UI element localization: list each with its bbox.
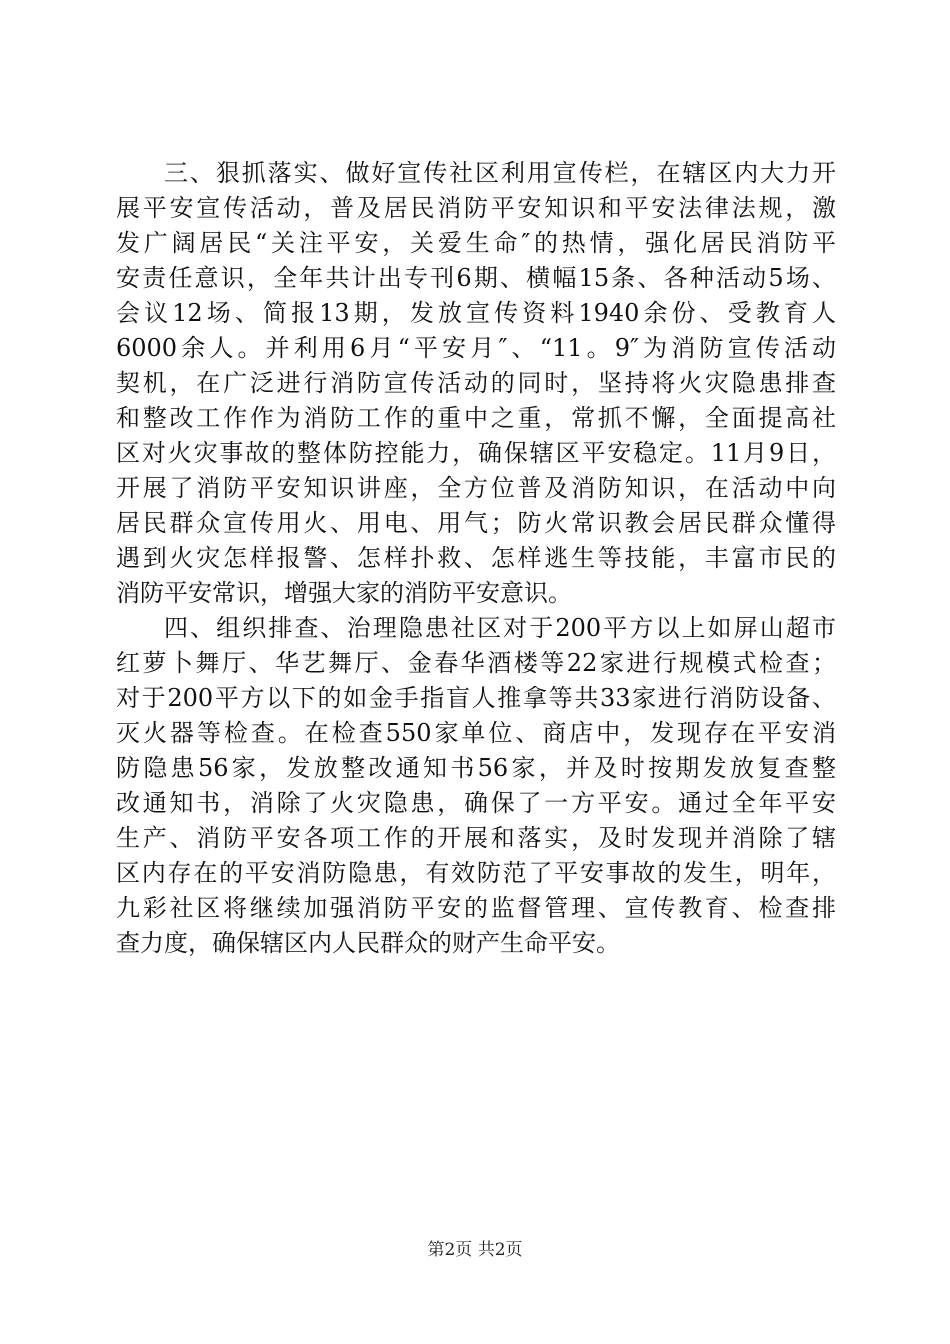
page-footer: 第2页 共2页: [427, 1240, 523, 1260]
paragraph-line: 查力度，确保辖区内人民群众的财产生命平安。: [116, 929, 620, 957]
paragraph-line: 契机，在广泛进行消防宣传活动的同时，坚持将火灾隐患排查: [116, 369, 836, 397]
paragraph-line: 改通知书，消除了火灾隐患，确保了一方平安。通过全年平安: [116, 789, 836, 817]
paragraph-line: 三、狠抓落实、做好宣传社区利用宣传栏，在辖区内大力开: [164, 159, 836, 187]
paragraph-line: 区内存在的平安消防隐患，有效防范了平安事故的发生，明年，: [116, 859, 836, 887]
paragraph-line: 展平安宣传活动，普及居民消防平安知识和平安法律法规，激: [116, 194, 836, 222]
paragraph-line: 灭火器等检查。在检查550家单位、商店中，发现存在平安消: [116, 719, 836, 747]
paragraph-line: 生产、消防平安各项工作的开展和落实，及时发现并消除了辖: [116, 824, 836, 852]
paragraph-line: 6000余人。并利用6月“平安月″、“11。9″为消防宣传活动: [116, 334, 836, 362]
paragraph-line: 防隐患56家，发放整改通知书56家，并及时按期发放复查整: [116, 754, 836, 782]
paragraph-line: 安责任意识，全年共计出专刊6期、横幅15条、各种活动5场、: [116, 264, 836, 292]
paragraph-line: 和整改工作作为消防工作的重中之重，常抓不懈，全面提高社: [116, 404, 836, 432]
paragraph-line: 区对火灾事故的整体防控能力，确保辖区平安稳定。11月9日，: [116, 439, 836, 467]
paragraph-line: 红萝卜舞厅、华艺舞厅、金春华酒楼等22家进行规模式检查；: [116, 649, 836, 677]
paragraph-line: 开展了消防平安知识讲座，全方位普及消防知识，在活动中向: [116, 474, 836, 502]
paragraph-line: 对于200平方以下的如金手指盲人推拿等共33家进行消防设备、: [116, 684, 836, 712]
paragraph-line: 消防平安常识，增强大家的消防平安意识。: [116, 579, 572, 607]
paragraph-line: 居民群众宣传用火、用电、用气；防火常识教会居民群众懂得: [116, 509, 836, 537]
paragraph-line: 九彩社区将继续加强消防平安的监督管理、宣传教育、检查排: [116, 894, 836, 922]
paragraph-line: 遇到火灾怎样报警、怎样扑救、怎样逃生等技能，丰富市民的: [116, 544, 836, 572]
paragraph-line: 发广阔居民“关注平安，关爱生命″的热情，强化居民消防平: [116, 229, 836, 257]
paragraph-line: 会议12场、简报13期，发放宣传资料1940余份、受教育人: [116, 299, 836, 327]
paragraph-line: 四、组织排查、治理隐患社区对于200平方以上如屏山超市: [164, 614, 836, 642]
